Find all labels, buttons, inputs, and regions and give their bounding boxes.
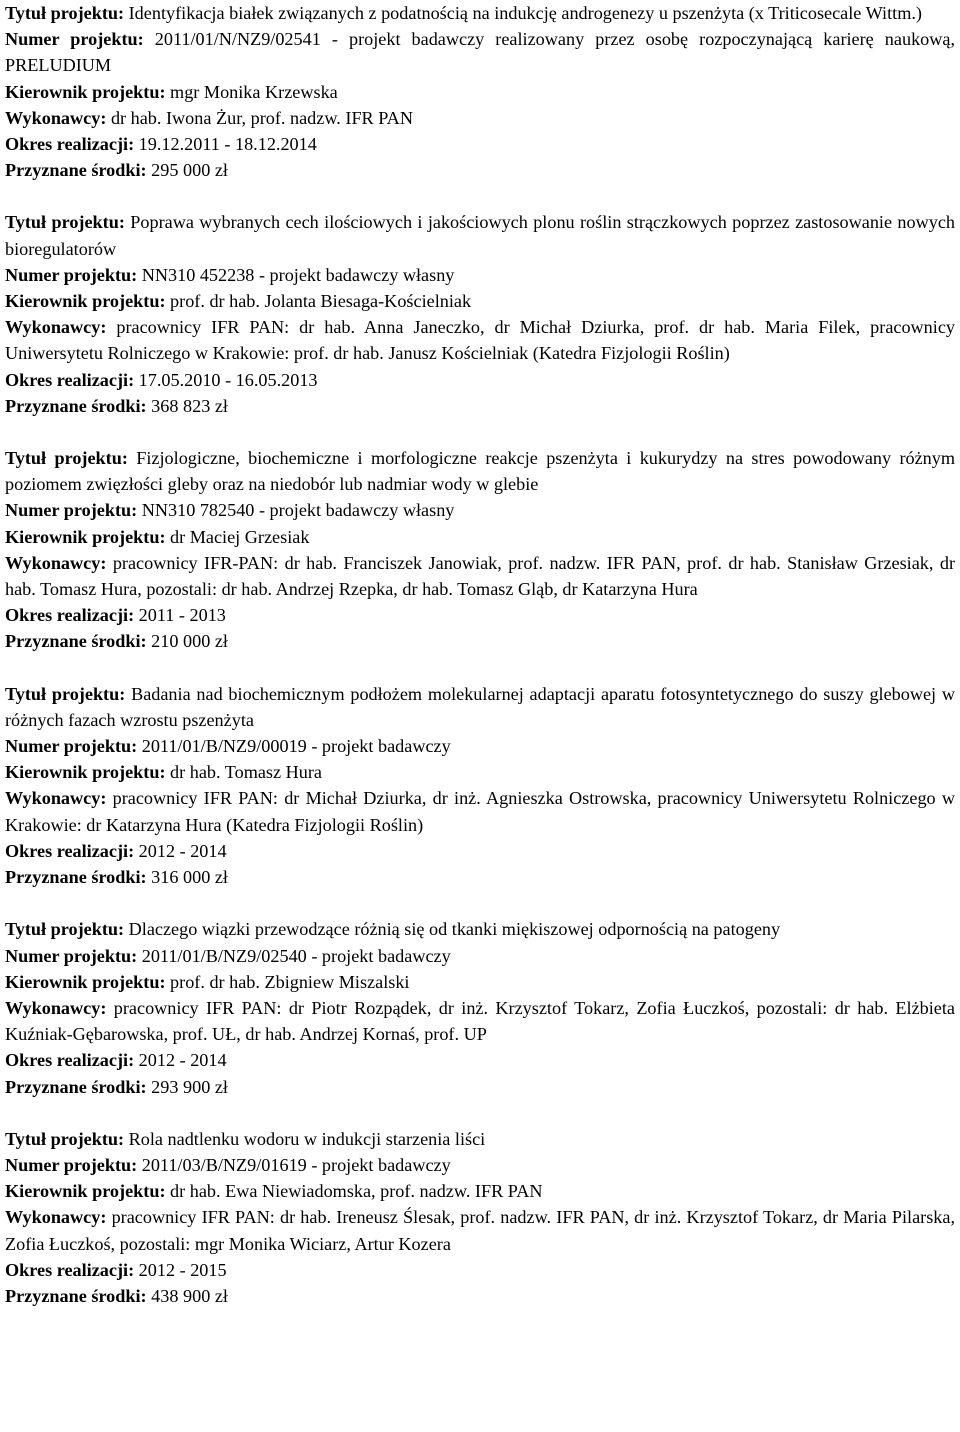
label-leader: Kierownik projektu:: [5, 971, 166, 992]
project-contractors: Wykonawcy: dr hab. Iwona Żur, prof. nadzw. IFR PAN: [5, 107, 413, 128]
project-funds: Przyznane środki: 210 000 zł: [5, 631, 228, 652]
label-contractors: Wykonawcy:: [5, 788, 107, 809]
label-number: Numer projektu:: [5, 736, 138, 757]
spacer: [5, 655, 955, 681]
label-funds: Przyznane środki:: [5, 395, 147, 416]
spacer: [5, 419, 955, 445]
label-leader: Kierownik projektu:: [5, 1181, 166, 1202]
project-leader: Kierownik projektu: dr hab. Ewa Niewiadomska, prof. nadzw. IFR PAN: [5, 1181, 543, 1202]
project-leader: Kierownik projektu: prof. dr hab. Jolanta Biesaga-Kościelniak: [5, 291, 472, 312]
project-leader: Kierownik projektu: mgr Monika Krzewska: [5, 81, 338, 102]
label-contractors: Wykonawcy:: [5, 997, 107, 1018]
label-period: Okres realizacji:: [5, 1259, 135, 1280]
project-funds: Przyznane środki: 293 900 zł: [5, 1076, 228, 1097]
label-contractors: Wykonawcy:: [5, 1207, 107, 1228]
label-period: Okres realizacji:: [5, 840, 135, 861]
project-number: Numer projektu: 2011/01/B/NZ9/02540 - projekt badawczy: [5, 945, 451, 966]
label-title: Tytuł projektu:: [5, 212, 125, 233]
label-period: Okres realizacji:: [5, 369, 135, 390]
project-contractors: Wykonawcy: pracownicy IFR PAN: dr hab. Anna Janeczko, dr Michał Dziurka, prof. dr hab. Maria Filek, pracownicy Uniwersytetu Rolniczego w Krakowie: prof. dr hab. Janusz Kościelniak (Katedra Fizjologii Roślin): [5, 317, 955, 364]
project-entry: [5, 445, 955, 655]
project-entry: [5, 1126, 955, 1309]
label-contractors: Wykonawcy:: [5, 552, 107, 573]
project-number: Numer projektu: 2011/01/B/NZ9/00019 - projekt badawczy: [5, 736, 451, 757]
label-funds: Przyznane środki:: [5, 1285, 147, 1306]
label-funds: Przyznane środki:: [5, 867, 147, 888]
label-number: Numer projektu:: [5, 500, 138, 521]
project-leader: Kierownik projektu: dr Maciej Grzesiak: [5, 526, 310, 547]
project-title: Tytuł projektu: Fizjologiczne, biochemiczne i morfologiczne reakcje pszenżyta i kukurydzy na stres powodowany różnym poziomem zwięzłości gleby oraz na niedobór lub nadmiar wody w glebie: [5, 448, 955, 495]
project-title: Tytuł projektu: Dlaczego wiązki przewodzące różnią się od tkanki miękiszowej odpornością na patogeny: [5, 919, 781, 940]
label-title: Tytuł projektu:: [5, 3, 125, 23]
label-leader: Kierownik projektu:: [5, 291, 166, 312]
project-funds: Przyznane środki: 295 000 zł: [5, 160, 228, 181]
project-entry: [5, 0, 955, 183]
project-number: Numer projektu: 2011/01/N/NZ9/02541 - projekt badawczy realizowany przez osobę rozpoczynającą karierę naukową, PRELUDIUM: [5, 29, 956, 76]
label-funds: Przyznane środki:: [5, 631, 147, 652]
project-number: Numer projektu: NN310 782540 - projekt badawczy własny: [5, 500, 455, 521]
spacer: [5, 183, 955, 209]
label-number: Numer projektu:: [5, 945, 138, 966]
project-entry: [5, 916, 955, 1099]
label-title: Tytuł projektu:: [5, 919, 125, 940]
project-number: Numer projektu: 2011/03/B/NZ9/01619 - projekt badawczy: [5, 1154, 451, 1175]
project-period: Okres realizacji: 17.05.2010 - 16.05.2013: [5, 369, 318, 390]
project-period: Okres realizacji: 2012 - 2015: [5, 1259, 227, 1280]
label-number: Numer projektu:: [5, 1154, 138, 1175]
label-leader: Kierownik projektu:: [5, 81, 166, 102]
project-contractors: Wykonawcy: pracownicy IFR PAN: dr hab. Ireneusz Ślesak, prof. nadzw. IFR PAN, dr inż. Krzysztof Tokarz, dr Maria Pilarska, Zofia Łuczkoś, pozostali: mgr Monika Wiciarz, Artur Kozera: [5, 1207, 955, 1254]
project-leader: Kierownik projektu: dr hab. Tomasz Hura: [5, 762, 322, 783]
project-funds: Przyznane środki: 316 000 zł: [5, 867, 228, 888]
project-title: Tytuł projektu: Badania nad biochemicznym podłożem molekularnej adaptacji aparatu fotosyntetycznego do suszy glebowej w różnych fazach wzrostu pszenżyta: [5, 683, 956, 730]
label-period: Okres realizacji:: [5, 134, 135, 155]
project-entry: [5, 681, 955, 891]
spacer: [5, 890, 955, 916]
spacer: [5, 1100, 955, 1126]
label-contractors: Wykonawcy:: [5, 107, 107, 128]
label-period: Okres realizacji:: [5, 1050, 135, 1071]
label-funds: Przyznane środki:: [5, 1076, 147, 1097]
project-title: Tytuł projektu: Poprawa wybranych cech ilościowych i jakościowych plonu roślin strączkowych poprzez zastosowanie nowych bioregulatorów: [5, 212, 956, 259]
project-period: Okres realizacji: 2012 - 2014: [5, 1050, 227, 1071]
label-title: Tytuł projektu:: [5, 683, 126, 704]
label-title: Tytuł projektu:: [5, 1128, 125, 1149]
label-period: Okres realizacji:: [5, 605, 135, 626]
project-period: Okres realizacji: 19.12.2011 - 18.12.2014: [5, 134, 317, 155]
project-funds: Przyznane środki: 368 823 zł: [5, 395, 228, 416]
label-contractors: Wykonawcy:: [5, 317, 107, 338]
label-leader: Kierownik projektu:: [5, 762, 166, 783]
label-number: Numer projektu:: [5, 264, 138, 285]
label-title: Tytuł projektu:: [5, 448, 128, 469]
project-period: Okres realizacji: 2012 - 2014: [5, 840, 227, 861]
project-contractors: Wykonawcy: pracownicy IFR-PAN: dr hab. Franciszek Janowiak, prof. nadzw. IFR PAN, prof. dr hab. Stanisław Grzesiak, dr hab. Tomasz Hura, pozostali: dr hab. Andrzej Rzepka, dr hab. Tomasz Gląb, dr Katarzyna Hura: [5, 552, 956, 600]
project-contractors: Wykonawcy: pracownicy IFR PAN: dr Piotr Rozpądek, dr inż. Krzysztof Tokarz, Zofia Łuczkoś, pozostali: dr hab. Elżbieta Kuźniak-Gębarowska, prof. UŁ, dr hab. Andrzej Kornaś, prof. UP: [5, 997, 956, 1045]
project-title: Tytuł projektu: Rola nadtlenku wodoru w indukcji starzenia liści: [5, 1128, 486, 1149]
label-leader: Kierownik projektu:: [5, 526, 166, 547]
project-funds: Przyznane środki: 438 900 zł: [5, 1285, 228, 1306]
project-number: Numer projektu: NN310 452238 - projekt badawczy własny: [5, 264, 455, 285]
project-contractors: Wykonawcy: pracownicy IFR PAN: dr Michał Dziurka, dr inż. Agnieszka Ostrowska, pracownicy Uniwersytetu Rolniczego w Krakowie: dr Katarzyna Hura (Katedra Fizjologii Roślin): [5, 788, 955, 835]
label-funds: Przyznane środki:: [5, 160, 147, 181]
project-title: Tytuł projektu: Identyfikacja białek związanych z podatnością na indukcję androgenezy u pszenżyta (x Triticosecale Wittm.): [5, 3, 922, 23]
project-entry: [5, 209, 955, 419]
project-period: Okres realizacji: 2011 - 2013: [5, 605, 226, 626]
project-leader: Kierownik projektu: prof. dr hab. Zbigniew Miszalski: [5, 971, 410, 992]
label-number: Numer projektu:: [5, 29, 144, 50]
